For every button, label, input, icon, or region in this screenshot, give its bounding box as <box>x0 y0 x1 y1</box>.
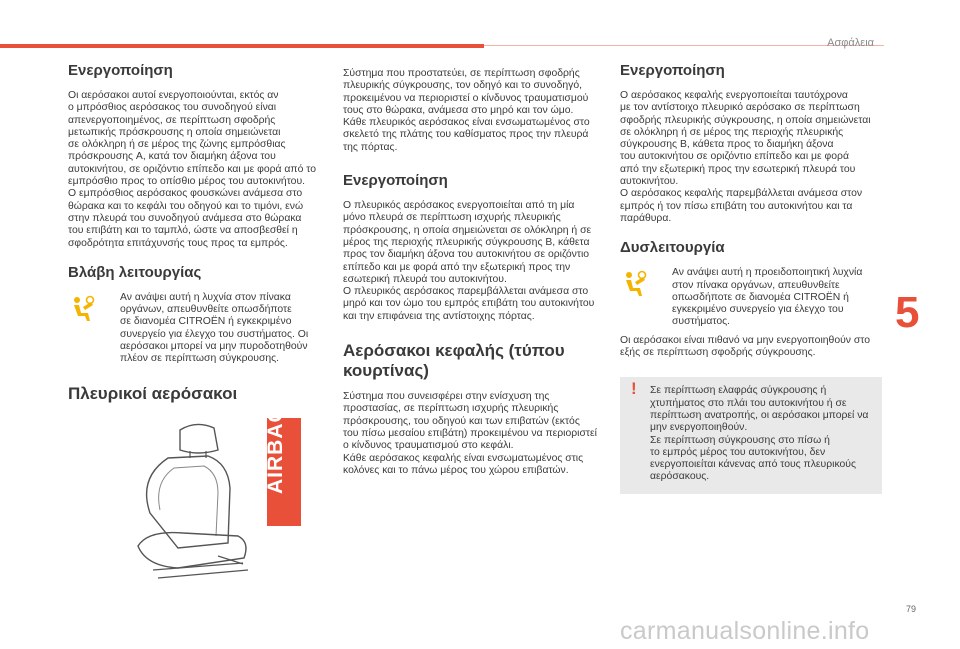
curtain-airbag-text: Σύστημα που συνεισφέρει στην ενίσχυση της προστασίας, σε περίπτωση ισχυρής πλευρικής πρόσκρουσης, του οδηγού και των επιβατών (εκτός του πίσω μεσαίου επιβάτη) προκειμένου να περιοριστεί ο κίνδυνος τραυματισμού στο κεφάλι. Κάθε αερόσακος κεφαλής είναι ενσωματωμένος στις κολόνες και το πάνω μέρος του χώρου επιβατών. <box>343 391 597 476</box>
malfunction-text: Αν ανάψει αυτή η λυχνία στον πίνακα οργάνων, απευθυνθείτε οπωσδήποτε σε διανομέα CITROËN ή εγκεκριμένο συνεργείο για έλεγχο του συστήματος. Οι αερόσακοι μπορεί να μην πυροδοτηθούν πλέον σε περίπτωση σύγκρουσης. <box>120 291 309 365</box>
curtain-activation-text: Ο αερόσακος κεφαλής ενεργοποιείται ταυτόχρονα με τον αντίστοιχο πλευρικό αερόσακο σε περίπτωση σφοδρής πλευρικής σύγκρουσης, η οποία σημειώνεται σε ολόκληρη ή σε μέρος της περιοχής πλευρικής σύγκρουσης B, κάθετα προς το διαμήκη άξονα του αυτοκινήτου σε οριζόντιο επίπεδο και με φορά από την εξωτερική προς την εσωτερική πλευρά του αυτοκινήτου. Ο αερόσακος κεφαλής παρεμβάλλεται ανάμεσα στον εμπρός ή τον πίσω επιβάτη του αυτοκινήτου και τα παράθυρα. <box>620 90 871 224</box>
side-airbag-illustration <box>68 404 320 583</box>
airbag-warning-icon <box>68 292 112 366</box>
side-airbag-text: Σύστημα που προστατεύει, σε περίπτωση σφοδρής πλευρικής σύγκρουσης, τον οδηγό και το συνοδηγό, προκειμένου να περιοριστεί ο κίνδυνος τραυματισμού τους στο θώρακα, ανάμεσα στο μηρό και τον ώμο. Κάθε πλευρικός αερόσακος είναι ενσωματωμένος στο σκελετό της πλάτης του καθίσματος προς την πλευρά της πόρτας. <box>343 68 590 153</box>
page-number: 79 <box>906 604 917 614</box>
heading-curtain-malfunction: Δυσλειτουργία <box>620 239 725 257</box>
malfunction-callout <box>68 292 320 366</box>
heading-curtain-activation: Ενεργοποίηση <box>620 62 725 79</box>
heading-side-airbags: Πλευρικοί αερόσακοι <box>68 383 238 403</box>
chapter-number: 5 <box>895 288 920 337</box>
heading-activation: Ενεργοποίηση <box>68 62 173 79</box>
curtain-malfunction-text: Αν ανάψει αυτή η προειδοποιητική λυχνία στον πίνακα οργάνων, απευθυνθείτε οπωσδήποτε σε διανομέα CITROËN ή εγκεκριμένο συνεργείο για έλεγχο του συστήματος. <box>672 267 863 328</box>
warning-box <box>620 377 882 493</box>
header-accent-bar <box>0 44 484 48</box>
column-1 <box>68 62 320 583</box>
airbag-warning-icon <box>620 267 664 328</box>
section-label: Ασφάλεια <box>827 37 874 49</box>
curtain-malfunction-callout <box>620 267 882 328</box>
exclamation-icon: ! <box>631 379 637 399</box>
heading-side-activation: Ενεργοποίηση <box>343 172 448 190</box>
heading-malfunction: Βλάβη λειτουργίας <box>68 263 202 281</box>
heading-curtain-airbags: Αερόσακοι κεφαλής (τύπου κουρτίνας) <box>343 341 565 381</box>
side-activation-text: Ο πλευρικός αερόσακος ενεργοποιείται από τη μία μόνο πλευρά σε περίπτωση ισχυρής πλευρικής πρόσκρουσης, η οποία σημειώνεται σε ολόκληρη ή σε μέρος της περιοχής πλευρικής σύγκρουσης B, κάθετα προς τον διαμήκη άξονα του αυτοκινήτου σε οριζόντιο επίπεδο και με φορά από την εξωτερική προς την εσωτερική πλευρά του αυτοκινήτου. Ο πλευρικός αερόσακος παρεμβάλλεται ανάμεσα στο μηρό και τον ώμο του εμπρός επιβάτη του αυτοκινήτου και την επιφάνεια της αντίστοιχης πόρτας. <box>343 200 595 322</box>
column-2 <box>343 68 605 477</box>
warning-text: Σε περίπτωση ελαφράς σύγκρουσης ή χτυπήματος στο πλάι του αυτοκινήτου ή σε περίπτωση ανατροπής, οι αερόσακοι μπορεί να μην ενεργοποιηθούν. Σε περίπτωση σύγκρουσης στο πίσω ή το εμπρός μέρος του αυτοκινήτου, δεν ενεργοποιείται κάνενας από τους πλευρικούς αερόσακους. <box>650 385 869 483</box>
watermark: carmanualsonline.info <box>620 617 870 645</box>
curtain-malfunction-note: Οι αερόσακοι είναι πιθανό να μην ενεργοποιηθούν στο εξής σε περίπτωση σφοδρής σύγκρουσης. <box>620 334 871 359</box>
activation-text: Οι αερόσακοι αυτοί ενεργοποιούνται, εκτός αν ο μπρόσθιος αερόσακος του συνοδηγού είναι απενεργοποιημένος, σε περίπτωση σφοδρής μετωπικής πρόσκρουσης η οποία σημειώνεται σε ολόκληρη ή σε μέρος της ζώνης εμπρόσθιας πρόσκρουσης A, κατά τον διαμήκη άξονα του αυτοκινήτου, σε οριζόντιο επίπεδο και με φορά από το εμπρόσθιο προς το οπίσθιο μέρος του αυτοκινήτου. Ο εμπρόσθιος αερόσακος φουσκώνει ανάμεσα στο θώρακα και το κεφάλι του οδηγού και το τιμόνι, ενώ στην πλευρά του συνοδηγού ανάμεσα στο θώρακα του επιβάτη και το ταμπλό, ώστε να αποσβεσθεί η σφοδρότητα επιτάχυνσής τους προς τα εμπρός. <box>68 90 316 249</box>
header-rule <box>484 45 884 46</box>
column-3 <box>620 62 882 494</box>
airbag-tag-label: AIRBAG <box>264 404 287 494</box>
